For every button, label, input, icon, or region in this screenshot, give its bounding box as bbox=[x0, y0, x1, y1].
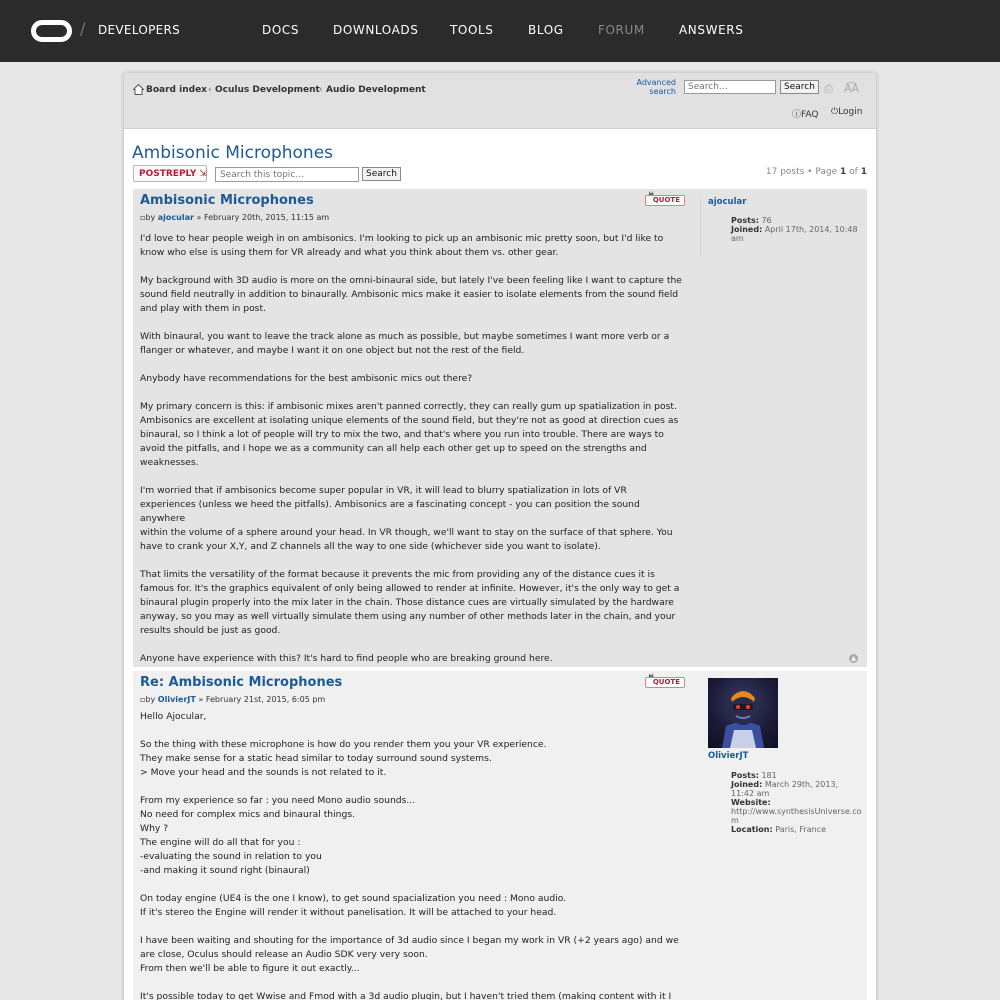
print-icon[interactable]: ⎙ bbox=[824, 82, 833, 95]
post-text-line: experiences (unless we heed the pitfalls). Ambisonics are a fascinating concept - you can position the sound anywhere bbox=[140, 499, 640, 524]
post bbox=[133, 189, 867, 667]
profile-posts-label: Posts: bbox=[731, 216, 759, 225]
profile-posts: 181 bbox=[761, 771, 777, 780]
login-link[interactable] bbox=[831, 107, 862, 117]
post-text-line: My primary concern is this: if ambisonic mixes aren't panned correctly, they can really gum up spatialization in post. bbox=[140, 401, 677, 412]
post-text-line: anyway, so you may as well virtually simulate them using any number of other methods later in the chain, and your bbox=[140, 611, 676, 622]
post-text-line: Hello Ajocular, bbox=[140, 711, 207, 722]
profile-joined: March 29th, 2013, 11:42 am bbox=[731, 780, 839, 798]
post-paragraph bbox=[140, 274, 685, 316]
profile-posts: 76 bbox=[761, 216, 772, 225]
profile-location-label: Location: bbox=[731, 825, 773, 834]
post-paragraph bbox=[140, 400, 685, 470]
post-text-line: On today engine (UE4 is the one I know), to get sound spacialization you need : Mono audio. bbox=[140, 893, 567, 904]
post-meta bbox=[140, 213, 329, 222]
reply-arrow-icon: ⇲ bbox=[199, 169, 207, 179]
post-paragraph bbox=[140, 710, 685, 724]
post bbox=[133, 671, 867, 1000]
faq-link[interactable] bbox=[792, 107, 818, 120]
post-paragraph bbox=[140, 484, 685, 554]
post-text-line: flanger or whatever, and maybe I want it on one object but not the rest of the field. bbox=[140, 345, 525, 356]
post-text-line: That limits the versatility of the format because it prevents the mic from providing any of the distance cues it is bbox=[140, 569, 655, 580]
avatar-image bbox=[708, 678, 778, 748]
post-text-line: sound field neutrally in addition to binaurally. Ambisonic mics make it easier to isolate elements from the sound field bbox=[140, 289, 679, 300]
post-text-line: results should be just as good. bbox=[140, 625, 281, 636]
post-body bbox=[140, 710, 685, 1000]
post-date: » February 21st, 2015, 6:05 pm bbox=[198, 695, 326, 704]
top-navigation-bar bbox=[0, 0, 1000, 62]
profile-details bbox=[731, 771, 863, 834]
quote-button[interactable] bbox=[645, 191, 685, 206]
post-paragraph bbox=[140, 738, 685, 780]
post-text-line: have to crank your X,Y, and Z channels all the way to one side (whichever side you want to isolate). bbox=[140, 541, 601, 552]
post-text-line: If it's stereo the Engine will render it without panelisation. It will be attached to your head. bbox=[140, 907, 557, 918]
board-header bbox=[124, 73, 876, 129]
nav-downloads[interactable]: DOWNLOADS bbox=[333, 23, 419, 37]
post-icon[interactable]: ▫ bbox=[140, 695, 146, 704]
pagination-current[interactable]: 1 bbox=[840, 167, 847, 177]
post-text-line: No need for complex mics and binaural things. bbox=[140, 809, 356, 820]
post-text-line: -and making it sound right (binaural) bbox=[140, 865, 310, 876]
post-text-line: binaural, so I think a lot of people will try to mix the two, and that's where you run into trouble. There are ways to bbox=[140, 429, 664, 440]
post-text-line: The engine will do all that for you : bbox=[140, 837, 301, 848]
post-paragraph bbox=[140, 652, 685, 666]
profile-joined-label: Joined: bbox=[731, 225, 763, 234]
post-date: » February 20th, 2015, 11:15 am bbox=[196, 213, 330, 222]
profile-divider bbox=[700, 195, 701, 257]
pagination-info bbox=[724, 167, 867, 177]
quote-icon: ❝ bbox=[648, 191, 654, 202]
nav-blog[interactable]: BLOG bbox=[528, 23, 564, 37]
post-text-line: Why ? bbox=[140, 823, 169, 834]
post-reply-label: POSTREPLY bbox=[139, 169, 197, 179]
pagination-of: of bbox=[849, 167, 858, 177]
post-paragraph bbox=[140, 892, 685, 920]
post-paragraph bbox=[140, 794, 685, 878]
post-paragraph bbox=[140, 330, 685, 358]
post-paragraph bbox=[140, 372, 685, 386]
post-text-line: -evaluating the sound in relation to you bbox=[140, 851, 322, 862]
oculus-logo-icon[interactable] bbox=[31, 20, 72, 42]
post-body bbox=[140, 232, 685, 680]
back-to-top-icon[interactable]: ▲ bbox=[849, 654, 858, 663]
post-text-line: It's possible today to get Wwise and Fmod with a 3d audio plugin, but I haven't tried them (making content with it I bbox=[140, 991, 672, 1000]
post-by: by bbox=[145, 213, 156, 222]
post-text-line: are close, Oculus should release an Audio SDK very very soon. bbox=[140, 949, 428, 960]
post-text-line: within the volume of a sphere around your head. In VR though, we'll want to stay on the surface of that sphere. You bbox=[140, 527, 673, 538]
font-size-icon[interactable]: A͡A bbox=[844, 82, 860, 95]
quote-button[interactable] bbox=[645, 673, 685, 688]
profile-joined: April 17th, 2014, 10:48 am bbox=[731, 225, 858, 243]
quote-icon: ❝ bbox=[648, 673, 654, 684]
post-text-line: famous for. It's the graphics equivalent of only being allowed to render at infinite. However, it's the only way to get a bbox=[140, 583, 680, 594]
nav-docs[interactable]: DOCS bbox=[262, 23, 300, 37]
profile-author-name[interactable]: ajocular bbox=[708, 197, 747, 207]
post-text-line: From my experience so far : you need Mono audio sounds... bbox=[140, 795, 416, 806]
post-author-link[interactable]: ajocular bbox=[157, 213, 194, 222]
profile-posts-label: Posts: bbox=[731, 771, 759, 780]
profile-location: Paris, France bbox=[775, 825, 826, 834]
post-paragraph bbox=[140, 568, 685, 638]
board-search-input[interactable] bbox=[684, 80, 776, 94]
home-icon[interactable] bbox=[133, 84, 144, 95]
post-icon[interactable]: ▫ bbox=[140, 213, 146, 222]
post-reply-button[interactable] bbox=[133, 165, 207, 182]
post-text-line: I'm worried that if ambisonics become super popular in VR, it will lead to blurry spatialization in lots of VR bbox=[140, 485, 627, 496]
pagination-text: 17 posts • Page bbox=[765, 167, 838, 177]
post-text-line: Ambisonics are excellent at isolating unique elements of the sound field, but they're not as good at direction cues as bbox=[140, 415, 679, 426]
post-text-line: I'd love to hear people weigh in on ambisonics. I'm looking to pick up an ambisonic mic pretty soon, but I'd like to bbox=[140, 233, 664, 244]
breadcrumb-separator: ‹ bbox=[208, 85, 212, 95]
avatar[interactable] bbox=[708, 678, 778, 748]
help-icon: ⓘ bbox=[792, 110, 802, 120]
post-text-line: They make sense for a static head similar to today surround sound systems. bbox=[140, 753, 492, 764]
profile-joined-label: Joined: bbox=[731, 780, 763, 789]
post-author-link[interactable]: OlivierJT bbox=[157, 695, 196, 704]
profile-website-label: Website: bbox=[731, 798, 771, 807]
post-paragraph bbox=[140, 232, 685, 260]
post-text-line: know who else is using them for VR already and what you think about them vs. other gear. bbox=[140, 247, 559, 258]
brand-separator: / bbox=[80, 19, 86, 38]
login-label: Login bbox=[838, 107, 863, 117]
topic-title[interactable]: Ambisonic Microphones bbox=[132, 143, 334, 163]
brand-developers[interactable]: DEVELOPERS bbox=[98, 23, 181, 37]
post-text-line: and play with them in post. bbox=[140, 303, 266, 314]
nav-forum[interactable]: FORUM bbox=[598, 23, 645, 37]
breadcrumb-separator: ‹ bbox=[319, 85, 323, 95]
quote-label: QUOTE bbox=[652, 196, 680, 204]
post-paragraph bbox=[140, 990, 685, 1000]
post-text-line: Anyone have experience with this? It's hard to find people who are breaking ground here. bbox=[140, 653, 553, 664]
advanced-search-link[interactable]: Advanced search bbox=[636, 78, 676, 96]
topic-search-input[interactable] bbox=[215, 167, 359, 182]
forum-board bbox=[124, 73, 876, 1000]
post-text-line: weaknesses. bbox=[140, 457, 199, 468]
login-icon: ⏻ bbox=[831, 107, 839, 117]
topic-search-button[interactable]: Search bbox=[362, 167, 401, 181]
post-text-line: binaural plugin properly into the mix later in the chain. Those distance cues are virtually simulated by the hardware bbox=[140, 597, 674, 608]
profile-author-name[interactable]: OlivierJT bbox=[708, 751, 749, 761]
post-text-line: So the thing with these microphone is how do you render them you your VR experience. bbox=[140, 739, 547, 750]
post-meta bbox=[140, 695, 325, 704]
breadcrumb-oculus-development[interactable]: Oculus Development bbox=[215, 85, 320, 95]
faq-label: FAQ bbox=[801, 110, 819, 120]
post-paragraph bbox=[140, 934, 685, 976]
pagination-total[interactable]: 1 bbox=[860, 167, 867, 177]
post-title[interactable]: Ambisonic Microphones bbox=[140, 193, 314, 208]
board-search-button[interactable]: Search bbox=[780, 80, 819, 94]
post-text-line: With binaural, you want to leave the track alone as much as possible, but maybe sometimes I want more verb or a bbox=[140, 331, 670, 342]
post-title[interactable]: Re: Ambisonic Microphones bbox=[140, 675, 343, 690]
post-text-line: I have been waiting and shouting for the importance of 3d audio since I began my work in VR (+2 years ago) and we bbox=[140, 935, 679, 946]
post-text-line: My background with 3D audio is more on the omni-binaural side, but lately I've been feeling like I want to capture the bbox=[140, 275, 682, 286]
quote-label: QUOTE bbox=[652, 678, 680, 686]
nav-tools[interactable]: TOOLS bbox=[450, 23, 494, 37]
post-by: by bbox=[145, 695, 156, 704]
post-text-line: > Move your head and the sounds is not related to it. bbox=[140, 767, 387, 778]
profile-details bbox=[731, 216, 863, 243]
breadcrumb-audio-development[interactable]: Audio Development bbox=[326, 85, 426, 95]
post-text-line: avoid the pitfalls, and I hope we as a community can all help each other get up to speed on the strengths and bbox=[140, 443, 647, 454]
post-text-line: Anybody have recommendations for the best ambisonic mics out there? bbox=[140, 373, 473, 384]
breadcrumb-board-index[interactable]: Board index bbox=[146, 85, 207, 95]
post-text-line: From then we'll be able to figure it out exactly... bbox=[140, 963, 360, 974]
nav-answers[interactable]: ANSWERS bbox=[679, 23, 744, 37]
profile-website-link[interactable]: http://www.synthesisUniverse.com bbox=[731, 807, 862, 825]
